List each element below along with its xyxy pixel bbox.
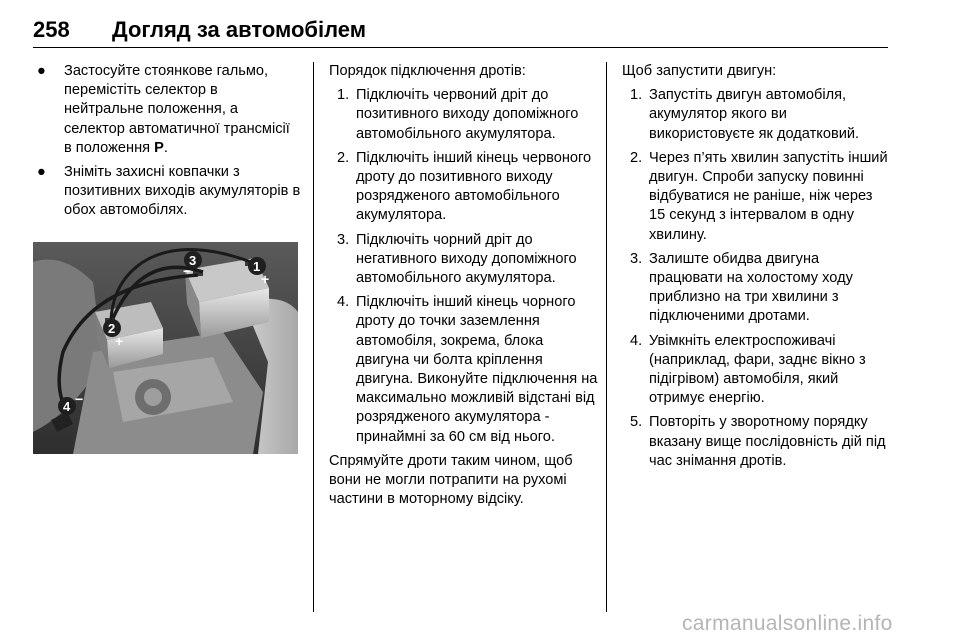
svg-text:3: 3 (189, 253, 197, 268)
page-number: 258 (33, 17, 70, 42)
bullet-text: Застосуйте стоянкове гальмо, перемістіть селектор в нейтральне положення, а селектор автоматичної трансмісії в положення (64, 63, 290, 156)
column-left (33, 62, 301, 226)
bullet-marker: ● (37, 63, 46, 79)
page-title: Догляд за автомобілем (112, 17, 367, 42)
column-divider (313, 62, 314, 612)
jump-start-illustration (33, 242, 298, 454)
gear-position-label: P (154, 139, 164, 156)
list-item: 3. Залиште обидва двигуна працювати на холостому ходу приблизно на три хвилини з підключеними дротами. (630, 250, 853, 325)
watermark-logo: carmanualsonline.info (682, 612, 893, 635)
list-item: 2. Через п’ять хвилин запустіть інший двигун. Спроби запуску повинні відбуватися не раніше, ніж через 15 секунд з інтервалом в одну хвилину. (630, 149, 888, 243)
svg-text:2: 2 (108, 321, 116, 336)
list-item: 2. Підключіть інший кінець червоного дроту до позитивного виходу розрядженого автомобільного акумулятора. (337, 149, 592, 224)
column-divider (606, 62, 607, 612)
bullet-item (33, 163, 301, 221)
connection-order-heading: Порядок підключення дротів: (329, 63, 526, 79)
svg-text:−: − (183, 263, 192, 279)
list-item: 4. Підключіть інший кінець чорного дроту до точки заземлення автомобіля, зокрема, блока двигуна чи болта кріплення двигуна. Виконуйте підключення на максимально можливій відстані від розрядженого акумулятора - принаймні за 60 см від нього. (337, 294, 598, 445)
start-engine-heading: Щоб запустити двигун: (622, 63, 777, 79)
list-item: 4. Увімкніть електроспоживачі (наприклад, фари, заднє вікно з підігрівом) автомобіля, який отримує енергію. (630, 332, 866, 407)
column-middle (329, 62, 599, 514)
bullet-marker: ● (37, 164, 46, 181)
list-item: 5. Повторіть у зворотному порядку вказану вище послідовність дій під час знімання дротів. (630, 414, 886, 469)
svg-text:−: − (75, 391, 84, 407)
list-item: 1. Запустіть двигун автомобіля, акумулятор якого ви використовуєте як додатковий. (630, 87, 860, 142)
bullet-text: Зніміть захисні ковпачки з позитивних виходів акумуляторів в обох автомобілях. (64, 164, 301, 219)
cable-routing-note: Спрямуйте дроти таким чином, щоб вони не могли потрапити на рухомі частини в моторному відсіку. (329, 452, 573, 508)
bullet-item: ● Застосуйте стоянкове гальмо, перемістіть селектор в нейтральне положення, а селектор автоматичної трансмісії в положення P. (37, 63, 290, 156)
list-item: 3. Підключіть чорний дріт до негативного виходу допоміжного автомобільного акумулятора. (337, 231, 577, 287)
column-right (622, 62, 890, 476)
svg-text:4: 4 (63, 399, 71, 414)
page-header (33, 17, 888, 48)
list-item: 1. Підключіть червоний дріт до позитивного виходу допоміжного автомобільного акумулятора. (337, 87, 579, 142)
svg-text:1: 1 (253, 259, 261, 274)
svg-text:+: + (115, 333, 124, 349)
engine-bay-drawing (33, 242, 298, 454)
svg-text:+: + (261, 271, 270, 287)
